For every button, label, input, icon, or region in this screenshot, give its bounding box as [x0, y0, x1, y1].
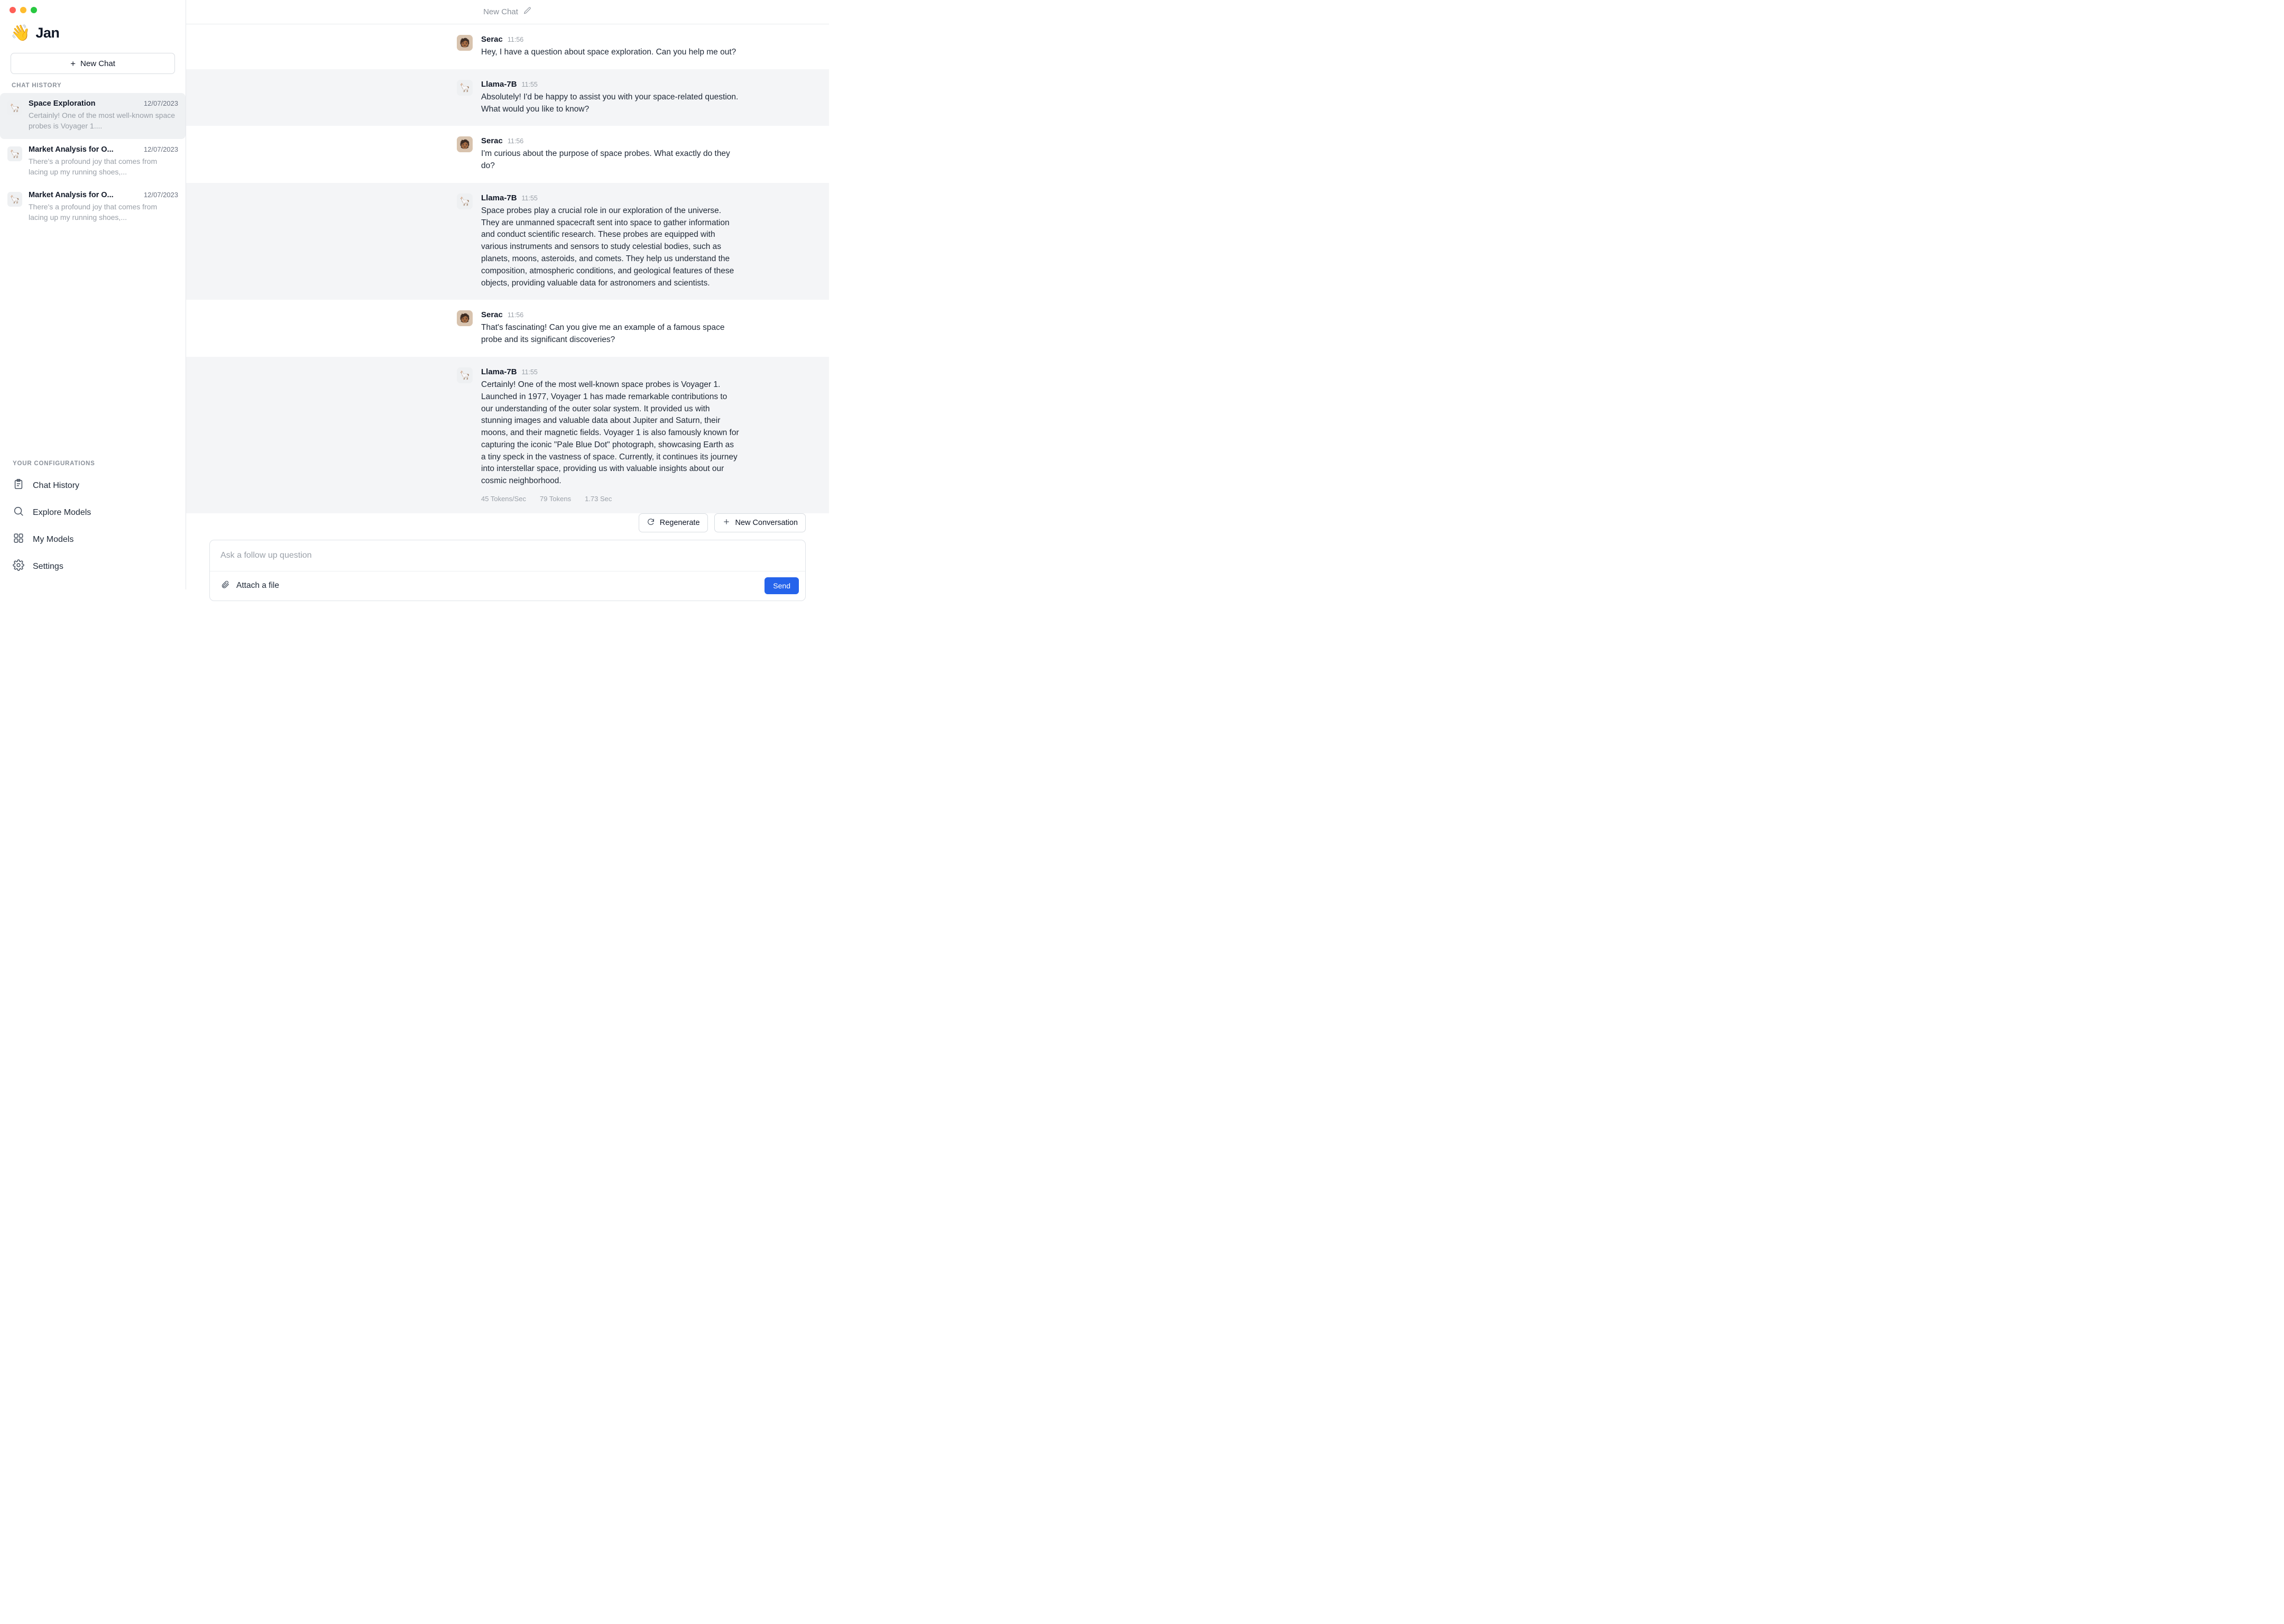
composer-toolbar: [210, 571, 805, 601]
clipboard-icon: [13, 478, 24, 493]
minimize-window-button[interactable]: [20, 7, 26, 13]
message-input[interactable]: [210, 540, 805, 571]
chat-history-list: [0, 93, 186, 230]
message-text: Hey, I have a question about space exploration. Can you help me out?: [481, 48, 736, 57]
zoom-window-button[interactable]: [31, 7, 37, 13]
plus-icon: +: [70, 58, 76, 69]
message-time: 11:55: [521, 368, 538, 376]
composer: [209, 540, 806, 601]
history-snippet: There's a profound joy that comes from lacing up my running shoes,...: [29, 156, 158, 176]
message-time: 11:56: [507, 137, 524, 145]
sidebar-item-label: Settings: [33, 561, 63, 571]
message-time: 11:55: [521, 80, 538, 88]
history-title: Market Analysis for O...: [29, 191, 114, 200]
avatar: 🧑🏾: [457, 136, 473, 152]
message-user: [186, 126, 829, 183]
configurations-heading: YOUR CONFIGURATIONS: [13, 460, 95, 467]
message-author: Serac: [481, 136, 503, 146]
avatar: 🧑🏾: [457, 35, 473, 51]
message-time: 11:56: [507, 311, 524, 319]
pencil-icon[interactable]: [523, 6, 532, 18]
sidebar-item-settings[interactable]: [0, 553, 186, 580]
sidebar-item-label: Explore Models: [33, 508, 91, 517]
llama-avatar-icon: 🦙: [7, 192, 22, 207]
send-button[interactable]: Send: [765, 577, 799, 594]
message-list: [186, 24, 829, 513]
message-author: Llama-7B: [481, 193, 517, 202]
refresh-icon: [647, 518, 655, 528]
history-title: Space Exploration: [29, 99, 96, 108]
history-snippet: There's a profound joy that comes from lacing up my running shoes,...: [29, 202, 158, 222]
chat-header: [186, 0, 829, 24]
regenerate-label: Regenerate: [659, 518, 700, 527]
new-chat-button[interactable]: [11, 53, 175, 74]
llama-avatar-icon: 🦙: [7, 146, 22, 161]
composer-area: [186, 513, 829, 611]
message-text: Space probes play a crucial role in our exploration of the universe. They are unmanned spacecraft sent into space to gather information and conduct scientific research. These probes are equipped with various instruments and sensors to study celestial bodies, such as planets, moons, asteroids, and comets. They help us understand the composition, atmospheric conditions, and geological features of these objects, providing valuable data for astronomers and scientists.: [481, 206, 734, 288]
message-author: Serac: [481, 35, 503, 44]
page-title: New Chat: [483, 7, 518, 16]
message-text: Absolutely! I'd be happy to assist you with your space-related question. What would you like to know?: [481, 92, 739, 114]
sidebar-item-my-models[interactable]: [0, 526, 186, 553]
history-date: 12/07/2023: [143, 99, 178, 107]
llama-avatar-icon: 🦙: [7, 100, 22, 115]
chat-history-heading: CHAT HISTORY: [12, 82, 62, 89]
list-item[interactable]: [0, 93, 186, 139]
tokens-per-sec: 45 Tokens/Sec: [481, 494, 527, 503]
regenerate-button[interactable]: [639, 513, 708, 532]
paperclip-icon: [220, 580, 230, 592]
llama-avatar-icon: 🦙: [457, 193, 473, 209]
search-icon: [13, 505, 24, 520]
history-date: 12/07/2023: [143, 191, 178, 199]
elapsed-time: 1.73 Sec: [585, 494, 612, 503]
attach-file-label: Attach a file: [236, 581, 279, 590]
attach-file-button[interactable]: [220, 580, 279, 592]
history-title: Market Analysis for O...: [29, 145, 114, 154]
message-user: [186, 24, 829, 69]
wave-icon: 👋: [11, 24, 31, 42]
sidebar-item-label: Chat History: [33, 481, 80, 490]
message-text: That's fascinating! Can you give me an example of a famous space probe and its significant discoveries?: [481, 323, 725, 345]
message-author: Serac: [481, 310, 503, 320]
sidebar-item-explore-models[interactable]: [0, 499, 186, 526]
sidebar-footer: [0, 460, 186, 589]
message-author: Llama-7B: [481, 367, 517, 376]
message-author: Llama-7B: [481, 79, 517, 89]
llama-avatar-icon: 🦙: [457, 80, 473, 96]
token-count: 79 Tokens: [540, 494, 572, 503]
message-time: 11:55: [521, 194, 538, 202]
message-text: Certainly! One of the most well-known space probes is Voyager 1. Launched in 1977, Voyager 1 has made remarkable contributions to our understanding of the outer solar system. It provided us with stunning images and valuable data about Jupiter and Saturn, their moons, and their magnetic fields. Voyager 1 is also famously known for capturing the iconic "Pale Blue Dot" photograph, showcasing Earth as a tiny speck in the vastness of space. Currently, it continues its journey into interstellar space, providing us with valuable insights about our cosmic neighborhood.: [481, 380, 739, 486]
message-assistant: [186, 69, 829, 126]
history-date: 12/07/2023: [143, 145, 178, 153]
new-chat-label: New Chat: [80, 59, 115, 68]
app-brand: [0, 13, 186, 41]
app-title: Jan: [35, 25, 60, 41]
new-conversation-button[interactable]: [714, 513, 806, 532]
close-window-button[interactable]: [10, 7, 16, 13]
list-item[interactable]: [0, 184, 186, 230]
grid-icon: [13, 532, 24, 547]
sidebar-item-chat-history[interactable]: [0, 472, 186, 499]
sidebar-item-label: My Models: [33, 534, 74, 544]
composer-actions: [209, 513, 806, 540]
message-user: [186, 300, 829, 357]
message-assistant: [186, 357, 829, 513]
plus-icon: [722, 518, 731, 528]
llama-avatar-icon: 🦙: [457, 367, 473, 383]
message-metrics: [481, 495, 739, 503]
new-conversation-label: New Conversation: [735, 518, 798, 527]
history-snippet: Certainly! One of the most well-known space probes is Voyager 1....: [29, 111, 176, 131]
message-time: 11:56: [507, 36, 524, 43]
message-assistant: [186, 183, 829, 300]
window-traffic-lights: [0, 0, 186, 13]
sidebar: [0, 0, 186, 589]
gear-icon: [13, 559, 24, 574]
list-item[interactable]: [0, 139, 186, 185]
message-text: I'm curious about the purpose of space probes. What exactly do they do?: [481, 149, 730, 171]
main-panel: [186, 0, 829, 589]
avatar: 🧑🏾: [457, 310, 473, 326]
